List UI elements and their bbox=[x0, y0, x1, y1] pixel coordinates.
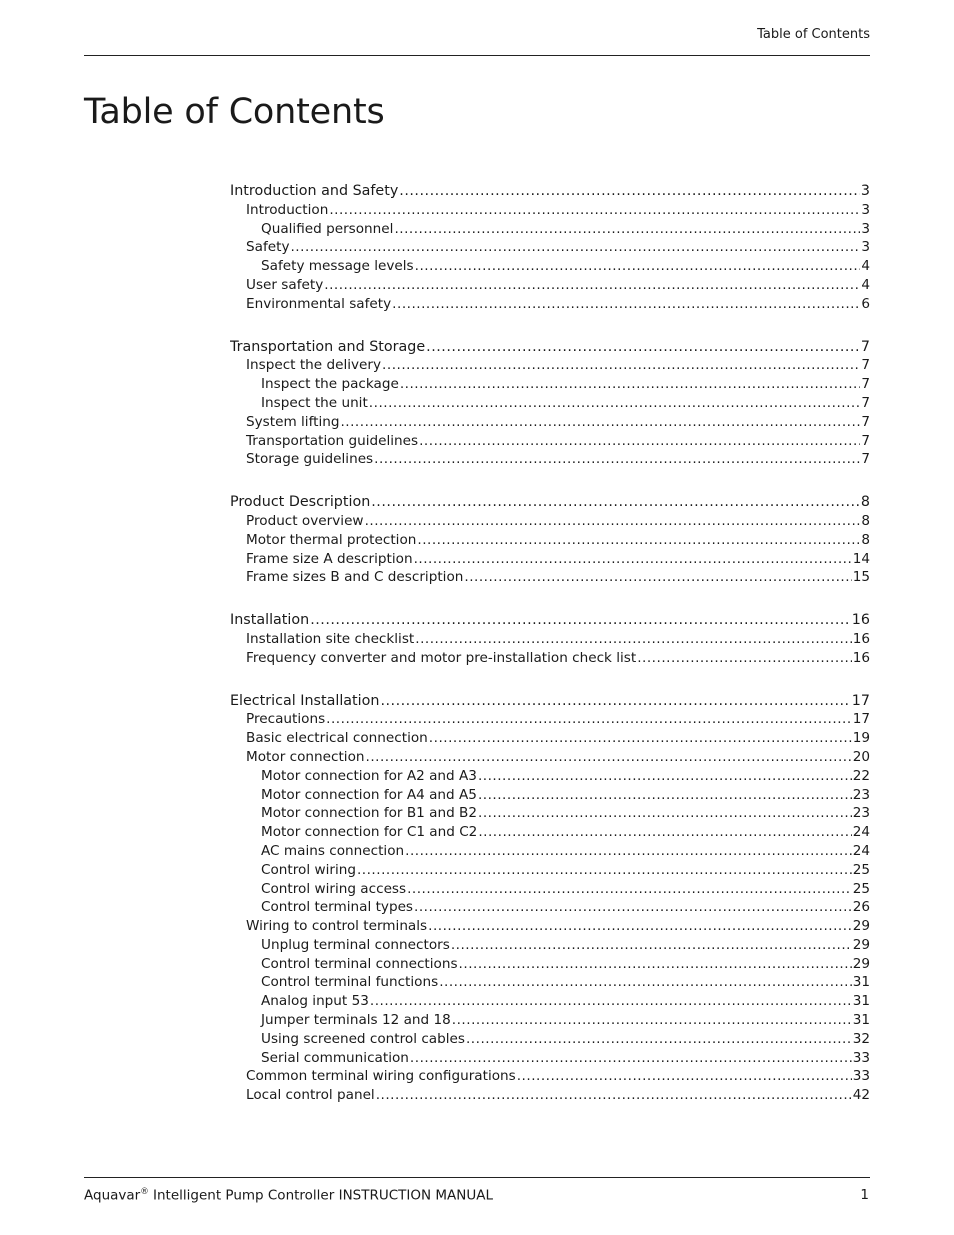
dot-leader bbox=[405, 842, 852, 861]
running-header: Table of Contents bbox=[757, 27, 870, 42]
dot-leader bbox=[310, 611, 851, 630]
toc-entry-page: 15 bbox=[852, 569, 870, 586]
page-title: Table of Contents bbox=[84, 92, 385, 132]
header-divider bbox=[84, 55, 870, 56]
toc-entry-page: 24 bbox=[852, 842, 870, 859]
toc-entry-title: Serial communication bbox=[261, 1049, 409, 1066]
toc-entry-title: Installation bbox=[230, 612, 310, 629]
toc-entry-level-3[interactable] bbox=[230, 823, 870, 842]
toc-entry-title: Motor connection for C1 and C2 bbox=[261, 824, 478, 841]
dot-leader bbox=[429, 729, 852, 748]
toc-entry-page: 29 bbox=[852, 955, 870, 972]
dot-leader bbox=[414, 898, 852, 917]
toc-entry-level-2[interactable] bbox=[230, 512, 870, 531]
dot-leader bbox=[329, 201, 860, 220]
toc-entry-title: Storage guidelines bbox=[246, 451, 374, 468]
dot-leader bbox=[326, 710, 852, 729]
toc-entry-level-2[interactable] bbox=[230, 550, 870, 569]
toc-entry-title: Using screened control cables bbox=[261, 1030, 465, 1047]
toc-entry-page: 24 bbox=[852, 824, 870, 841]
toc-entry-level-3[interactable] bbox=[230, 375, 870, 394]
dot-leader bbox=[439, 973, 852, 992]
toc-entry-level-3[interactable] bbox=[230, 220, 870, 239]
toc-entry-page: 4 bbox=[861, 276, 870, 293]
toc-entry-title: User safety bbox=[246, 276, 324, 293]
toc-entry-page: 14 bbox=[852, 550, 870, 567]
toc-entry-level-2[interactable] bbox=[230, 238, 870, 257]
toc-entry-level-2[interactable] bbox=[230, 568, 870, 587]
toc-section bbox=[230, 493, 870, 587]
toc-entry-page: 23 bbox=[852, 786, 870, 803]
dot-leader bbox=[380, 692, 850, 711]
toc-entry-title: Local control panel bbox=[246, 1087, 375, 1104]
toc-entry-level-2[interactable] bbox=[230, 1086, 870, 1105]
toc-entry-title: Precautions bbox=[246, 711, 326, 728]
toc-entry-page: 26 bbox=[852, 899, 870, 916]
toc-entry-level-1[interactable] bbox=[230, 493, 870, 512]
toc-entry-level-3[interactable] bbox=[230, 786, 870, 805]
toc-entry-page: 7 bbox=[861, 432, 870, 449]
toc-entry-title: Control wiring access bbox=[261, 880, 407, 897]
toc-entry-title: Control terminal connections bbox=[261, 955, 458, 972]
toc-entry-title: Introduction bbox=[246, 201, 329, 218]
toc-entry-page: 16 bbox=[851, 612, 870, 629]
toc-entry-title: Unplug terminal connectors bbox=[261, 936, 450, 953]
dot-leader bbox=[517, 1067, 852, 1086]
toc-entry-page: 3 bbox=[861, 201, 870, 218]
dot-leader bbox=[410, 1049, 852, 1068]
dot-leader bbox=[290, 238, 860, 257]
toc-entry-level-2[interactable] bbox=[230, 531, 870, 550]
toc-entry-title: Qualified personnel bbox=[261, 220, 394, 237]
dot-leader bbox=[400, 375, 861, 394]
toc-entry-page: 33 bbox=[852, 1049, 870, 1066]
toc-entry-page: 7 bbox=[860, 338, 870, 355]
toc-entry-page: 17 bbox=[852, 711, 870, 728]
dot-leader bbox=[637, 649, 851, 668]
dot-leader bbox=[417, 531, 860, 550]
toc-entry-page: 25 bbox=[852, 861, 870, 878]
dot-leader bbox=[366, 748, 852, 767]
dot-leader bbox=[392, 295, 860, 314]
toc-entry-title: Safety bbox=[246, 239, 290, 256]
toc-entry-title: Frequency converter and motor pre-installation check list bbox=[246, 649, 637, 666]
toc-entry-level-2[interactable] bbox=[230, 450, 870, 469]
dot-leader bbox=[370, 992, 852, 1011]
toc-entry-level-3[interactable] bbox=[230, 804, 870, 823]
toc-entry-page: 25 bbox=[852, 880, 870, 897]
dot-leader bbox=[464, 568, 851, 587]
toc-entry-level-3[interactable] bbox=[230, 973, 870, 992]
toc-entry-page: 19 bbox=[852, 730, 870, 747]
toc-entry-page: 33 bbox=[852, 1068, 870, 1085]
toc-entry-page: 4 bbox=[861, 258, 870, 275]
toc-entry-level-2[interactable] bbox=[230, 356, 870, 375]
dot-leader bbox=[452, 1011, 852, 1030]
dot-leader bbox=[371, 493, 860, 512]
toc-entry-page: 8 bbox=[861, 512, 870, 529]
toc-entry-page: 8 bbox=[861, 531, 870, 548]
toc-entry-page: 23 bbox=[852, 805, 870, 822]
toc-entry-level-3[interactable] bbox=[230, 767, 870, 786]
toc-entry-page: 3 bbox=[861, 220, 870, 237]
manual-title: Intelligent Pump Controller INSTRUCTION MANUAL bbox=[148, 1187, 494, 1204]
toc-entry-level-2[interactable] bbox=[230, 432, 870, 451]
footer-manual-title bbox=[84, 1187, 493, 1204]
toc-entry-level-3[interactable] bbox=[230, 1030, 870, 1049]
toc-entry-title: Transportation and Storage bbox=[230, 338, 426, 355]
toc-entry-page: 20 bbox=[852, 748, 870, 765]
toc-entry-title: Product overview bbox=[246, 512, 364, 529]
dot-leader bbox=[407, 880, 852, 899]
toc-entry-level-2[interactable] bbox=[230, 276, 870, 295]
toc-entry-level-3[interactable] bbox=[230, 898, 870, 917]
toc-entry-page: 22 bbox=[852, 767, 870, 784]
toc-entry-title: Frame sizes B and C description bbox=[246, 569, 464, 586]
dot-leader bbox=[394, 220, 860, 239]
toc-entry-level-1[interactable] bbox=[230, 692, 870, 711]
toc-entry-page: 16 bbox=[852, 630, 870, 647]
dot-leader bbox=[415, 257, 861, 276]
toc-entry-page: 29 bbox=[852, 918, 870, 935]
toc-section bbox=[230, 182, 870, 314]
dot-leader bbox=[369, 394, 861, 413]
toc-entry-title: Wiring to control terminals bbox=[246, 918, 428, 935]
toc-section bbox=[230, 692, 870, 1106]
toc-entry-page: 3 bbox=[860, 183, 870, 199]
toc-entry-page: 7 bbox=[861, 376, 870, 393]
toc-entry-level-2[interactable] bbox=[230, 917, 870, 936]
footer-divider bbox=[84, 1177, 870, 1178]
toc-entry-title: Installation site checklist bbox=[246, 630, 415, 647]
toc-entry-level-2[interactable] bbox=[230, 748, 870, 767]
toc-entry-page: 31 bbox=[852, 974, 870, 991]
toc-entry-level-2[interactable] bbox=[230, 710, 870, 729]
toc-entry-level-1[interactable] bbox=[230, 182, 870, 201]
toc-entry-level-2[interactable] bbox=[230, 1067, 870, 1086]
toc-entry-page: 29 bbox=[852, 936, 870, 953]
dot-leader bbox=[415, 630, 851, 649]
toc-entry-page: 7 bbox=[861, 394, 870, 411]
toc-entry-level-3[interactable] bbox=[230, 955, 870, 974]
toc-entry-page: 7 bbox=[861, 357, 870, 374]
dot-leader bbox=[478, 767, 852, 786]
toc-entry-title: Environmental safety bbox=[246, 295, 392, 312]
toc-entry-level-3[interactable] bbox=[230, 880, 870, 899]
toc-entry-level-3[interactable] bbox=[230, 861, 870, 880]
toc-entry-level-3[interactable] bbox=[230, 842, 870, 861]
toc-entry-level-3[interactable] bbox=[230, 257, 870, 276]
toc-entry-title: Electrical Installation bbox=[230, 692, 380, 709]
toc-entry-level-3[interactable] bbox=[230, 1011, 870, 1030]
toc-entry-page: 6 bbox=[861, 295, 870, 312]
toc-section bbox=[230, 338, 870, 470]
dot-leader bbox=[478, 823, 851, 842]
toc-entry-title: System lifting bbox=[246, 413, 340, 430]
toc-entry-title: Safety message levels bbox=[261, 258, 414, 275]
dot-leader bbox=[478, 786, 852, 805]
toc-entry-title: Analog input 53 bbox=[261, 993, 369, 1010]
toc-entry-page: 7 bbox=[861, 413, 870, 430]
toc-entry-page: 42 bbox=[852, 1087, 870, 1104]
toc-entry-level-2[interactable] bbox=[230, 729, 870, 748]
toc-entry-title: Common terminal wiring configurations bbox=[246, 1068, 516, 1085]
toc-entry-title: Basic electrical connection bbox=[246, 730, 428, 747]
table-of-contents bbox=[230, 182, 870, 1129]
toc-entry-page: 17 bbox=[851, 692, 870, 709]
toc-entry-title: Motor connection for B1 and B2 bbox=[261, 805, 477, 822]
toc-entry-title: Control wiring bbox=[261, 861, 356, 878]
toc-entry-page: 7 bbox=[861, 451, 870, 468]
toc-entry-title: Jumper terminals 12 and 18 bbox=[261, 1012, 451, 1029]
dot-leader bbox=[466, 1030, 852, 1049]
registered-mark: ® bbox=[140, 1187, 149, 1197]
dot-leader bbox=[365, 512, 861, 531]
dot-leader bbox=[478, 804, 852, 823]
dot-leader bbox=[324, 276, 860, 295]
dot-leader bbox=[426, 338, 860, 357]
toc-entry-title: AC mains connection bbox=[261, 842, 405, 859]
toc-entry-title: Introduction and Safety bbox=[230, 183, 399, 199]
dot-leader bbox=[376, 1086, 852, 1105]
toc-entry-level-2[interactable] bbox=[230, 649, 870, 668]
toc-entry-title: Inspect the unit bbox=[261, 394, 368, 411]
dot-leader bbox=[399, 182, 860, 201]
toc-entry-title: Inspect the delivery bbox=[246, 357, 382, 374]
toc-entry-page: 16 bbox=[852, 649, 870, 666]
toc-entry-level-2[interactable] bbox=[230, 201, 870, 220]
toc-entry-page: 32 bbox=[852, 1030, 870, 1047]
toc-entry-title: Motor connection for A2 and A3 bbox=[261, 767, 477, 784]
dot-leader bbox=[414, 550, 852, 569]
dot-leader bbox=[357, 861, 852, 880]
toc-entry-title: Frame size A description bbox=[246, 550, 413, 567]
page-number: 1 bbox=[860, 1187, 869, 1203]
toc-entry-level-1[interactable] bbox=[230, 611, 870, 630]
toc-entry-level-3[interactable] bbox=[230, 1049, 870, 1068]
toc-entry-level-3[interactable] bbox=[230, 992, 870, 1011]
toc-entry-title: Motor thermal protection bbox=[246, 531, 417, 548]
dot-leader bbox=[382, 356, 860, 375]
toc-entry-level-2[interactable] bbox=[230, 630, 870, 649]
dot-leader bbox=[374, 450, 860, 469]
toc-entry-level-1[interactable] bbox=[230, 338, 870, 357]
dot-leader bbox=[451, 936, 852, 955]
toc-entry-title: Control terminal types bbox=[261, 899, 414, 916]
dot-leader bbox=[428, 917, 852, 936]
dot-leader bbox=[459, 955, 852, 974]
toc-entry-title: Product Description bbox=[230, 494, 371, 511]
toc-entry-title: Control terminal functions bbox=[261, 974, 439, 991]
toc-section bbox=[230, 611, 870, 667]
brand-name: Aquavar bbox=[84, 1187, 141, 1204]
toc-entry-level-3[interactable] bbox=[230, 936, 870, 955]
toc-entry-title: Motor connection for A4 and A5 bbox=[261, 786, 477, 803]
toc-entry-page: 31 bbox=[852, 993, 870, 1010]
toc-entry-title: Motor connection bbox=[246, 748, 365, 765]
toc-entry-title: Inspect the package bbox=[261, 376, 399, 393]
toc-entry-title: Transportation guidelines bbox=[246, 432, 419, 449]
dot-leader bbox=[340, 413, 860, 432]
toc-entry-level-3[interactable] bbox=[230, 394, 870, 413]
toc-entry-page: 3 bbox=[861, 239, 870, 256]
toc-entry-page: 8 bbox=[860, 494, 870, 511]
dot-leader bbox=[419, 432, 860, 451]
toc-entry-level-2[interactable] bbox=[230, 295, 870, 314]
toc-entry-level-2[interactable] bbox=[230, 413, 870, 432]
toc-entry-page: 31 bbox=[852, 1012, 870, 1029]
